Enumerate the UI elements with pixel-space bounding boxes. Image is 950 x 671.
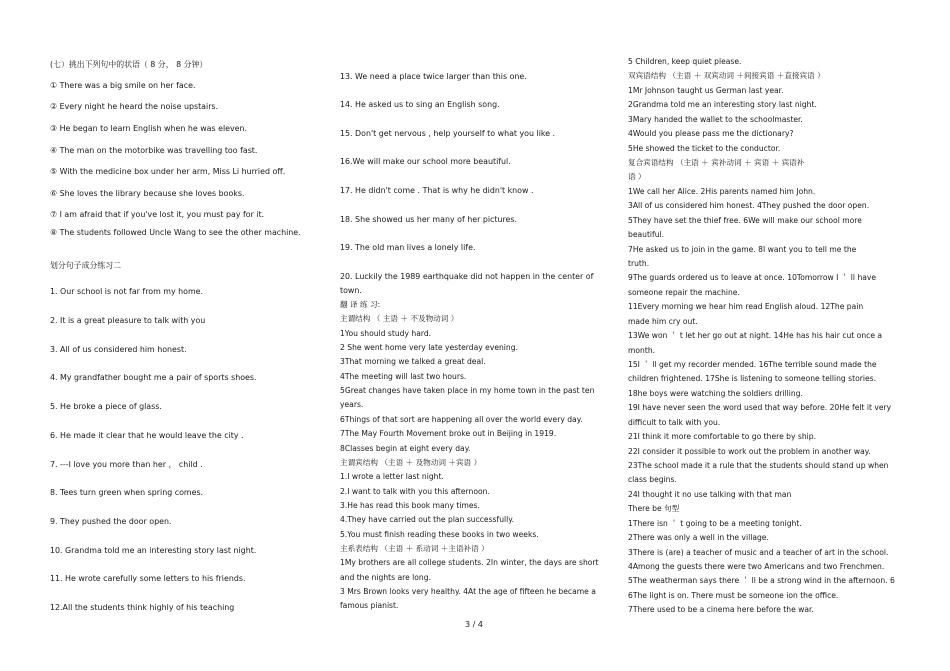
sentence-item: 13. We need a place twice larger than this one. bbox=[340, 72, 527, 81]
sentence-item: 19. The old man lives a lonely life. bbox=[340, 243, 476, 252]
exercise-line: 主系表结构 （主语 ＋ 系动词 ＋主语补语 ） bbox=[340, 544, 489, 553]
exercise-line: 3 Mrs Brown looks very healthy. 4At the age of fifteen he became a bbox=[340, 587, 596, 596]
exercise-line: 1.I wrote a letter last night. bbox=[340, 472, 444, 481]
exercise-line: 22I consider it possible to work out the problem in another way. bbox=[628, 447, 871, 456]
sentence-item: 11. He wrote carefully some letters to his friends. bbox=[50, 574, 246, 583]
adverbial-item: ⑤ With the medicine box under her arm, Miss Li hurried off. bbox=[50, 167, 286, 176]
exercise-line: 3All of us considered him honest. 4They pushed the door open. bbox=[628, 201, 870, 210]
sentence-item: 14. He asked us to sing an English song. bbox=[340, 100, 500, 109]
exercise-line: 翻 译 练 习: bbox=[340, 300, 381, 309]
exercise-line: 18he boys were watching the soldiers drilling. bbox=[628, 389, 803, 398]
sentence-item: 4. My grandfather bought me a pair of sports shoes. bbox=[50, 373, 257, 382]
exercise-line: 24I thought it no use talking with that man bbox=[628, 490, 792, 499]
sentence-item: 12.All the students think highly of his teaching bbox=[50, 603, 235, 612]
exercise-line: and the nights are long. bbox=[340, 573, 431, 582]
sentence-item: 5. He broke a piece of glass. bbox=[50, 402, 162, 411]
exercise-line: 11Every morning we hear him read English aloud. 12The pain bbox=[628, 302, 864, 311]
exercise-line: 3.He has read this book many times. bbox=[340, 501, 480, 510]
exercise-line: 7He asked us to join in the game. 8I want you to tell me the bbox=[628, 245, 857, 254]
sentence-item: 3. All of us considered him honest. bbox=[50, 345, 187, 354]
exercise-line: 7There used to be a cinema here before the war. bbox=[628, 605, 814, 614]
exercise-line: 13We won ＇ t let her go out at night. 14He has his hair cut once a bbox=[628, 331, 883, 340]
exercise-line: 4.They have carried out the plan successfully. bbox=[340, 515, 515, 524]
exercise-line: 1My brothers are all college students. 2In winter, the days are short bbox=[340, 558, 599, 567]
exercise-line: famous pianist. bbox=[340, 601, 399, 610]
exercise-line: difficult to talk with you. bbox=[628, 418, 721, 427]
exercise-line: 5.You must finish reading these books in two weeks. bbox=[340, 530, 539, 539]
exercise-line: 5Great changes have taken place in my home town in the past ten bbox=[340, 386, 595, 395]
adverbial-item: ③ He began to learn English when he was eleven. bbox=[50, 124, 248, 133]
sentence-item: town. bbox=[340, 286, 362, 295]
exercise-line: 3Mary handed the wallet to the schoolmaster. bbox=[628, 115, 803, 124]
exercise-line: 2.I want to talk with you this afternoon. bbox=[340, 487, 490, 496]
page-number: 3 / 4 bbox=[465, 620, 483, 629]
exercise-line: truth. bbox=[628, 259, 650, 268]
exercise-line: 4The meeting will last two hours. bbox=[340, 372, 467, 381]
adverbial-item: ① There was a big smile on her face. bbox=[50, 81, 196, 90]
exercise-line: 7The May Fourth Movement broke out in Beijing in 1919. bbox=[340, 429, 557, 438]
exercise-line: 8Classes begin at eight every day. bbox=[340, 444, 471, 453]
exercise-line: 5 Children, keep quiet please. bbox=[628, 57, 742, 66]
exercise-line: 主谓结构 （ 主语 ＋ 不及物动词 ） bbox=[340, 314, 459, 323]
exercise-line: 复合宾语结构 （主语 ＋ 宾补动词 ＋ 宾语 ＋ 宾语补 bbox=[628, 158, 805, 167]
exercise-line: There be 句型 bbox=[628, 504, 680, 513]
adverbial-item: ⑥ She loves the library because she loves books. bbox=[50, 189, 245, 198]
exercise-line: 语 ） bbox=[628, 172, 646, 181]
exercise-line: 3That morning we talked a great deal. bbox=[340, 357, 486, 366]
exercise-line: 3There is (are) a teacher of music and a teacher of art in the school. bbox=[628, 548, 889, 557]
exercise-line: someone repair the machine. bbox=[628, 288, 740, 297]
sentence-item: 18. She showed us her many of her pictures. bbox=[340, 215, 518, 224]
exercise-line: 9The guards ordered us to leave at once. 10Tomorrow I ＇ ll have bbox=[628, 273, 877, 282]
sentence-item: 16.We will make our school more beautiful. bbox=[340, 157, 511, 166]
exercise-line: 2There was only a well in the village. bbox=[628, 533, 769, 542]
exercise-line: 21I think it more comfortable to go there by ship. bbox=[628, 432, 816, 441]
exercise-line: 5They have set the thief free. 6We will make our school more bbox=[628, 216, 862, 225]
adverbial-item: ⑦ I am afraid that if you've lost it, you must pay for it. bbox=[50, 210, 265, 219]
exercise-line: 4Among the guests there were two Americans and two Frenchmen. bbox=[628, 562, 885, 571]
adverbial-item: ② Every night he heard the noise upstairs. bbox=[50, 102, 219, 111]
exercise-line: 双宾语结构 （主语 ＋ 双宾动词 ＋间接宾语 ＋直接宾语 ） bbox=[628, 71, 825, 80]
sentence-item: 8. Tees turn green when spring comes. bbox=[50, 488, 204, 497]
exercise-line: 2Grandma told me an interesting story last night. bbox=[628, 100, 817, 109]
exercise-line: 1There isn ＇ t going to be a meeting tonight. bbox=[628, 519, 802, 528]
exercise-line: 2 She went home very late yesterday evening. bbox=[340, 343, 518, 352]
adverbial-item: ④ The man on the motorbike was travelling too fast. bbox=[50, 146, 258, 155]
sentence-item: 20. Luckily the 1989 earthquake did not happen in the center of bbox=[340, 272, 594, 281]
exercise-line: children frightened. 17She is listening to someone telling stories. bbox=[628, 374, 876, 383]
exercise-line: 5He showed the ticket to the conductor. bbox=[628, 144, 781, 153]
exercise-line: 19I have never seen the word used that way before. 20He felt it very bbox=[628, 403, 892, 412]
exercise-line: 6The light is on. There must be someone ion the office. bbox=[628, 591, 839, 600]
exercise-line: 主谓宾结构 （主语 ＋ 及物动词 ＋宾语 ） bbox=[340, 458, 482, 467]
exercise-line: month. bbox=[628, 346, 656, 355]
exercise-line: 1We call her Alice. 2His parents named him John. bbox=[628, 187, 816, 196]
sentence-item: 6. He made it clear that he would leave the city . bbox=[50, 431, 244, 440]
exercise-line: 6Things of that sort are happening all over the world every day. bbox=[340, 415, 583, 424]
sentence-item: 1. Our school is not far from my home. bbox=[50, 287, 204, 296]
adverbial-item: ⑧ The students followed Uncle Wang to see the other machine. bbox=[50, 228, 301, 237]
sentence-item: 10. Grandma told me an interesting story last night. bbox=[50, 546, 257, 555]
exercise-line: made him cry out. bbox=[628, 317, 698, 326]
exercise-title: (七）挑出下列句中的状语（ 8 分， 8 分钟） bbox=[50, 60, 208, 69]
exercise-line: beautiful. bbox=[628, 230, 665, 239]
sentence-item: 7. ---I love you more than her ， child . bbox=[50, 460, 203, 469]
sentence-item: 17. He didn't come . That is why he didn't know . bbox=[340, 186, 534, 195]
exercise-line: years. bbox=[340, 400, 364, 409]
exercise-line: 23The school made it a rule that the students should stand up when bbox=[628, 461, 889, 470]
exercise-line: 4Would you please pass me the dictionary? bbox=[628, 129, 794, 138]
section-heading: 划分句子成分练习二 bbox=[50, 261, 122, 270]
exercise-line: 1Mr Johnson taught us German last year. bbox=[628, 86, 784, 95]
exercise-line: 1You should study hard. bbox=[340, 329, 432, 338]
sentence-item: 2. It is a great pleasure to talk with you bbox=[50, 316, 206, 325]
exercise-line: class begins. bbox=[628, 475, 677, 484]
sentence-item: 15. Don't get nervous , help yourself to what you like . bbox=[340, 129, 556, 138]
exercise-line: 15I ＇ ll get my recorder mended. 16The terrible sound made the bbox=[628, 360, 877, 369]
exercise-line: 5The weatherman says there ＇ ll be a strong wind in the afternoon. 6 bbox=[628, 576, 895, 585]
sentence-item: 9. They pushed the door open. bbox=[50, 517, 172, 526]
